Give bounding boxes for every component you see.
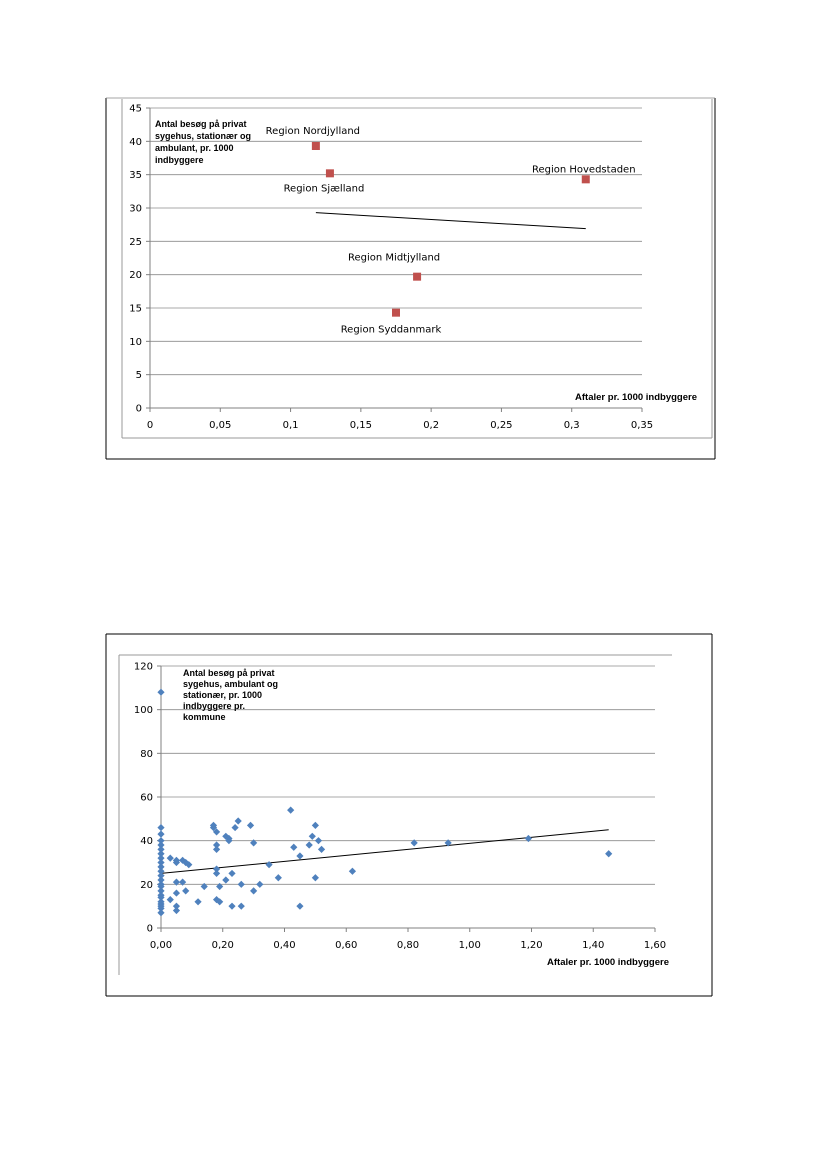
chart-2-point: [213, 846, 220, 853]
chart-1-point: [413, 273, 421, 281]
chart-2-x-tick-label: 1,60: [643, 940, 667, 951]
chart-1-y-tick-label: 35: [129, 170, 142, 182]
chart-2-point: [173, 907, 180, 914]
chart-2-y-tick-label: 100: [133, 705, 153, 717]
chart-1-y-tick-label: 45: [129, 103, 142, 115]
chart-2-ylabel-line-4: indbyggere pr.: [183, 701, 246, 711]
chart-1: [106, 98, 715, 459]
chart-1-point-labels: [266, 126, 636, 336]
chart-1-y-tick-label: 25: [129, 236, 142, 248]
chart-1-point-label: Region Sjælland: [283, 183, 365, 195]
chart-2-point: [194, 898, 201, 905]
chart-2-x-tick-label: 0,20: [211, 940, 234, 951]
chart-2-point: [605, 850, 612, 857]
chart-1-x-tick-label: 0,15: [349, 420, 372, 431]
chart-2-x-tick-label: 0,00: [149, 940, 173, 951]
chart-2-point: [247, 822, 254, 829]
chart-2-x-tick-label: 1,40: [582, 940, 605, 951]
chart-2-x-tick-label: 0,40: [273, 940, 296, 951]
chart-1-x-tick-label: 0: [146, 420, 154, 431]
chart-1-x-tick-label: 0,3: [563, 420, 580, 431]
chart-2-x-tick-labels: [150, 928, 666, 951]
chart-1-ylabel-line-2: sygehus, stationær og: [155, 131, 252, 141]
chart-1-point: [582, 175, 590, 183]
chart-2-y-tick-label: 80: [140, 748, 153, 760]
chart-1-point-label: Region Midtjylland: [348, 252, 441, 264]
chart-1-point-label: Region Syddanmark: [340, 324, 442, 336]
chart-1-x-tick-label: 0,05: [209, 420, 232, 431]
chart-2-point: [238, 881, 245, 888]
chart-2-point: [167, 855, 174, 862]
chart-2-point: [157, 689, 164, 696]
chart-2-point: [309, 833, 316, 840]
chart-1-point: [392, 309, 400, 317]
chart-1-x-tick-label: 0,25: [490, 420, 513, 431]
chart-1-point: [312, 142, 320, 150]
chart-2-y-tick-label: 60: [140, 792, 153, 804]
chart-2-point: [275, 874, 282, 881]
chart-2-point: [315, 837, 322, 844]
chart-2-point: [250, 887, 257, 894]
chart-1-y-tick-label: 5: [135, 370, 142, 382]
chart-2-point: [167, 896, 174, 903]
chart-2-point: [287, 807, 294, 814]
chart-2-point: [173, 889, 180, 896]
chart-2-y-tick-label: 40: [140, 836, 153, 848]
chart-2-ylabel-line-2: sygehus, ambulant og: [183, 679, 279, 689]
chart-2-point: [157, 824, 164, 831]
chart-2-point: [349, 868, 356, 875]
chart-2: [106, 634, 712, 996]
chart-2-y-tick-label: 20: [140, 879, 153, 891]
chart-1-x-tick-label: 0,2: [423, 420, 440, 431]
chart-1-x-tick-label: 0,1: [282, 420, 299, 431]
chart-2-points: [157, 689, 612, 917]
chart-1-y-tick-labels: [129, 104, 142, 415]
chart-1-y-tick-label: 15: [129, 303, 142, 315]
chart-1-point-label: Region Hovedstaden: [531, 164, 636, 176]
chart-1-y-tick-label: 30: [129, 203, 142, 215]
chart-1-x-tick-label: 0,35: [630, 420, 654, 431]
chart-2-point: [222, 876, 229, 883]
chart-2-point: [296, 852, 303, 859]
chart-1-ylabel-line-3: ambulant, pr. 1000: [155, 143, 234, 153]
chart-2-point: [228, 870, 235, 877]
chart-2-point: [213, 870, 220, 877]
chart-1-y-tick-label: 40: [129, 136, 142, 148]
chart-1-xlabel: Aftaler pr. 1000 indbyggere: [575, 392, 697, 403]
chart-2-ylabel-line-5: kommune: [183, 712, 226, 722]
chart-1-y-tick-label: 0: [135, 403, 142, 415]
chart-2-point: [228, 903, 235, 910]
chart-2-y-tick-labels: [134, 662, 153, 935]
chart-2-ylabel-line-3: stationær, pr. 1000: [183, 690, 263, 700]
chart-2-point: [312, 874, 319, 881]
chart-1-ylabel-line-4: indbyggere: [155, 155, 204, 165]
chart-2-point: [157, 831, 164, 838]
chart-2-y-tick-label: 0: [146, 923, 153, 935]
chart-2-point: [232, 824, 239, 831]
chart-2-point: [318, 846, 325, 853]
chart-2-x-tick-label: 0,60: [335, 940, 358, 951]
chart-2-y-tick-label: 120: [133, 661, 153, 673]
chart-1-point-label: Region Nordjylland: [265, 126, 361, 137]
chart-2-point: [235, 817, 242, 824]
chart-2-point: [157, 909, 164, 916]
chart-2-point: [306, 841, 313, 848]
chart-2-point: [296, 903, 303, 910]
chart-2-point: [182, 887, 189, 894]
chart-2-x-tick-label: 1,00: [458, 940, 481, 951]
chart-2-x-tick-label: 1,20: [520, 940, 543, 951]
chart-1-y-tick-label: 10: [129, 336, 142, 348]
chart-2-xlabel: Aftaler pr. 1000 indbyggere: [547, 957, 669, 968]
chart-1-point: [326, 169, 334, 177]
chart-2-point: [238, 903, 245, 910]
chart-1-y-tick-label: 20: [129, 270, 142, 282]
chart-2-point: [312, 822, 319, 829]
chart-2-ylabel-line-1: Antal besøg på privat: [183, 668, 275, 678]
chart-2-x-tick-label: 0,80: [396, 940, 420, 951]
chart-1-x-tick-labels: [147, 408, 653, 431]
chart-2-point: [290, 844, 297, 851]
chart-2-point: [256, 881, 263, 888]
chart-1-trendline: [316, 213, 586, 229]
chart-1-ylabel-line-1: Antal besøg på privat: [155, 119, 247, 129]
